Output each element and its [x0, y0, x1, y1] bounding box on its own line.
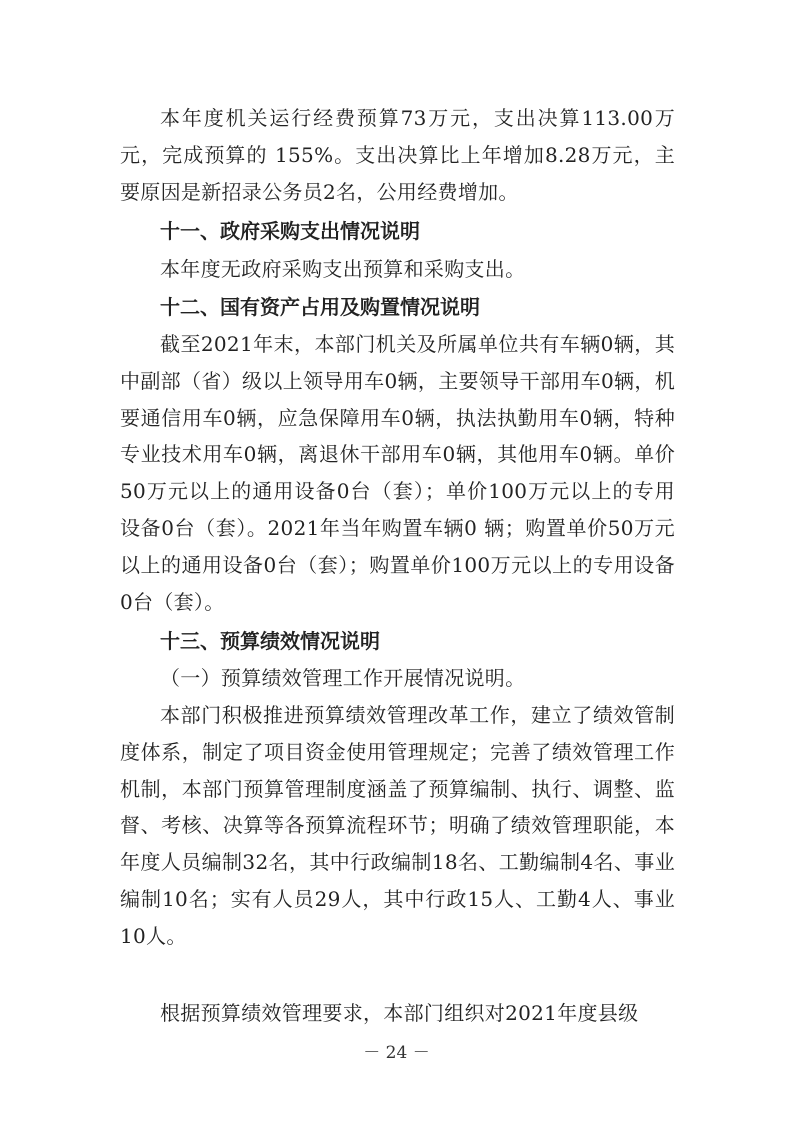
- paragraph-procurement: 本年度无政府采购支出预算和采购支出。: [160, 257, 526, 281]
- section-heading-12: 十二、国有资产占用及购置情况说明: [160, 295, 480, 319]
- paragraph-performance-system: 本部门积极推进预算绩效管理改革工作，建立了绩效管制度体系，制定了项目资金使用管理规定；完善了绩效管理工作机制，本部门预算管理制度涵盖了预算编制、执行、调整、监督、考核、决算等各预算流程环节；明确了绩效管理职能，本年度人员编制32名，其中行政编制18名、工勤编制4名、事业编制10名；实有人员29人，其中行政15人、工勤4人、事业10人。: [120, 703, 675, 948]
- paragraph-assets: 截至2021年末，本部门机关及所属单位共有车辆0辆，其中副部（省）级以上领导用车0辆，主要领导干部用车0辆，机要通信用车0辆，应急保障用车0辆，执法执勤用车0辆，特种专业技术用车0辆，离退休干部用车0辆，其他用车0辆。单价50万元以上的通用设备0台（套）；单价100万元以上的专用设备0台（套）。2021年当年购置车辆0 辆；购置单价50万元以上的通用设备0台（套）；购置单价100万元以上的专用设备0台（套）。: [120, 332, 675, 614]
- paragraph-performance-evaluation: 根据预算绩效管理要求，本部门组织对2021年度县级: [160, 1001, 639, 1025]
- paragraph-operating-expenses: 本年度机关运行经费预算73万元，支出决算113.00万元，完成预算的 155%。支出决算比上年增加8.28万元，主要原因是新招录公务员2名，公用经费增加。: [120, 106, 675, 204]
- section-heading-13: 十三、预算绩效情况说明: [160, 629, 380, 653]
- section-heading-11: 十一、政府采购支出情况说明: [160, 219, 420, 243]
- page-number: － 24 －: [363, 1043, 430, 1063]
- subheading-performance-management: （一）预算绩效管理工作开展情况说明。: [160, 666, 526, 690]
